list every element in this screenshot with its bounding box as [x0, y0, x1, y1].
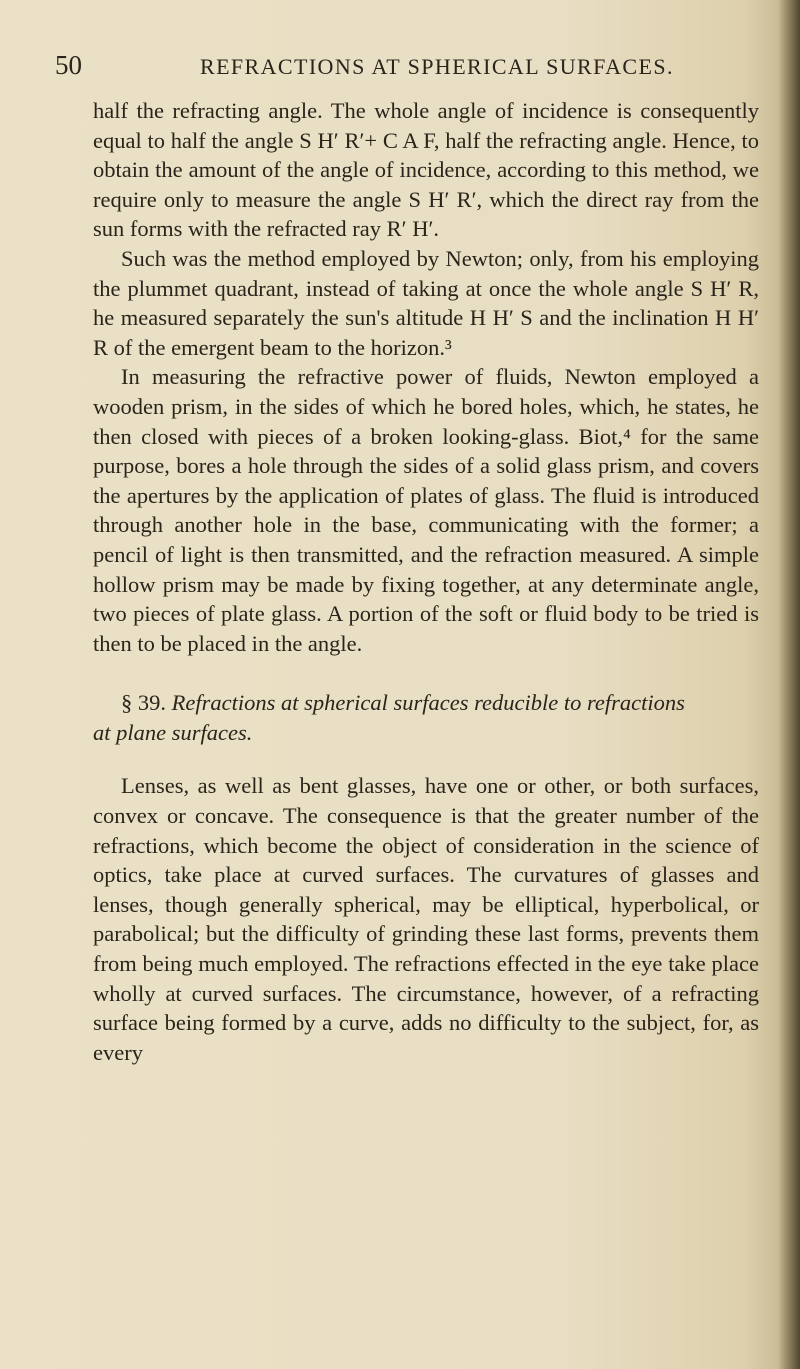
paragraph-1: half the refracting angle. The whole angle of incidence is consequently equal to half the angle S H′ R′+ C A F, half the refracting angle. Hence, to obtain the amount of the angle of incidence, according to this method, we require only to measure the angle S H′ R′, which the direct ray from the sun forms with the refracted ray R′ H′.	[93, 98, 759, 242]
paragraph-3: In measuring the refractive power of fluids, Newton employed a wooden prism, in the sides of which he bored holes, which, he states, he then closed with pieces of a broken looking-glass. Biot,⁴ for the same purpose, bores a hole through the sides of a solid glass prism, and covers the apertures by the application of plates of glass. The fluid is introduced through another hole in the base, communicating with the former; a pencil of light is then transmitted, and the refraction measured. A simple hollow prism may be made by fixing together, at any determinate angle, two pieces of plate glass. A portion of the soft or fluid body to be tried is then to be placed in the angle.	[93, 364, 759, 656]
paragraph-2: Such was the method employed by Newton; only, from his employing the plummet quadrant, instead of taking at once the whole angle S H′ R, he measured separately the sun's altitude H H′ S and the inclination H H′ R of the emergent beam to the horizon.³	[93, 245, 759, 360]
page-header	[0, 50, 800, 90]
paragraph-4: Lenses, as well as bent glasses, have one or other, or both surfaces, convex or concave. The consequence is that the greater number of the refractions, which become the object of consideration in the science of optics, take place at curved surfaces. The curvatures of glasses and lenses, though generally spherical, may be elliptical, hyperbolical, or parabolical; but the difficulty of grinding these last forms, prevents them from being much employed. The refractions effected in the eye take place wholly at curved surfaces. The circumstance, however, of a refracting surface being formed by a curve, adds no difficulty to the subject, for, as every	[93, 773, 759, 1065]
section-heading	[93, 688, 759, 718]
section-gap	[93, 658, 759, 688]
page-number: 50	[55, 50, 82, 80]
page-edge-shadow	[778, 0, 800, 1369]
section-gap-after	[93, 747, 759, 771]
section-title-line2: at plane surfaces.	[93, 719, 253, 745]
section-number: § 39.	[121, 690, 166, 716]
running-title: REFRACTIONS AT SPHERICAL SURFACES.	[200, 54, 674, 79]
page-body	[93, 96, 759, 1067]
section-title-line1: Refractions at spherical surfaces reducible to refractions	[171, 690, 685, 716]
